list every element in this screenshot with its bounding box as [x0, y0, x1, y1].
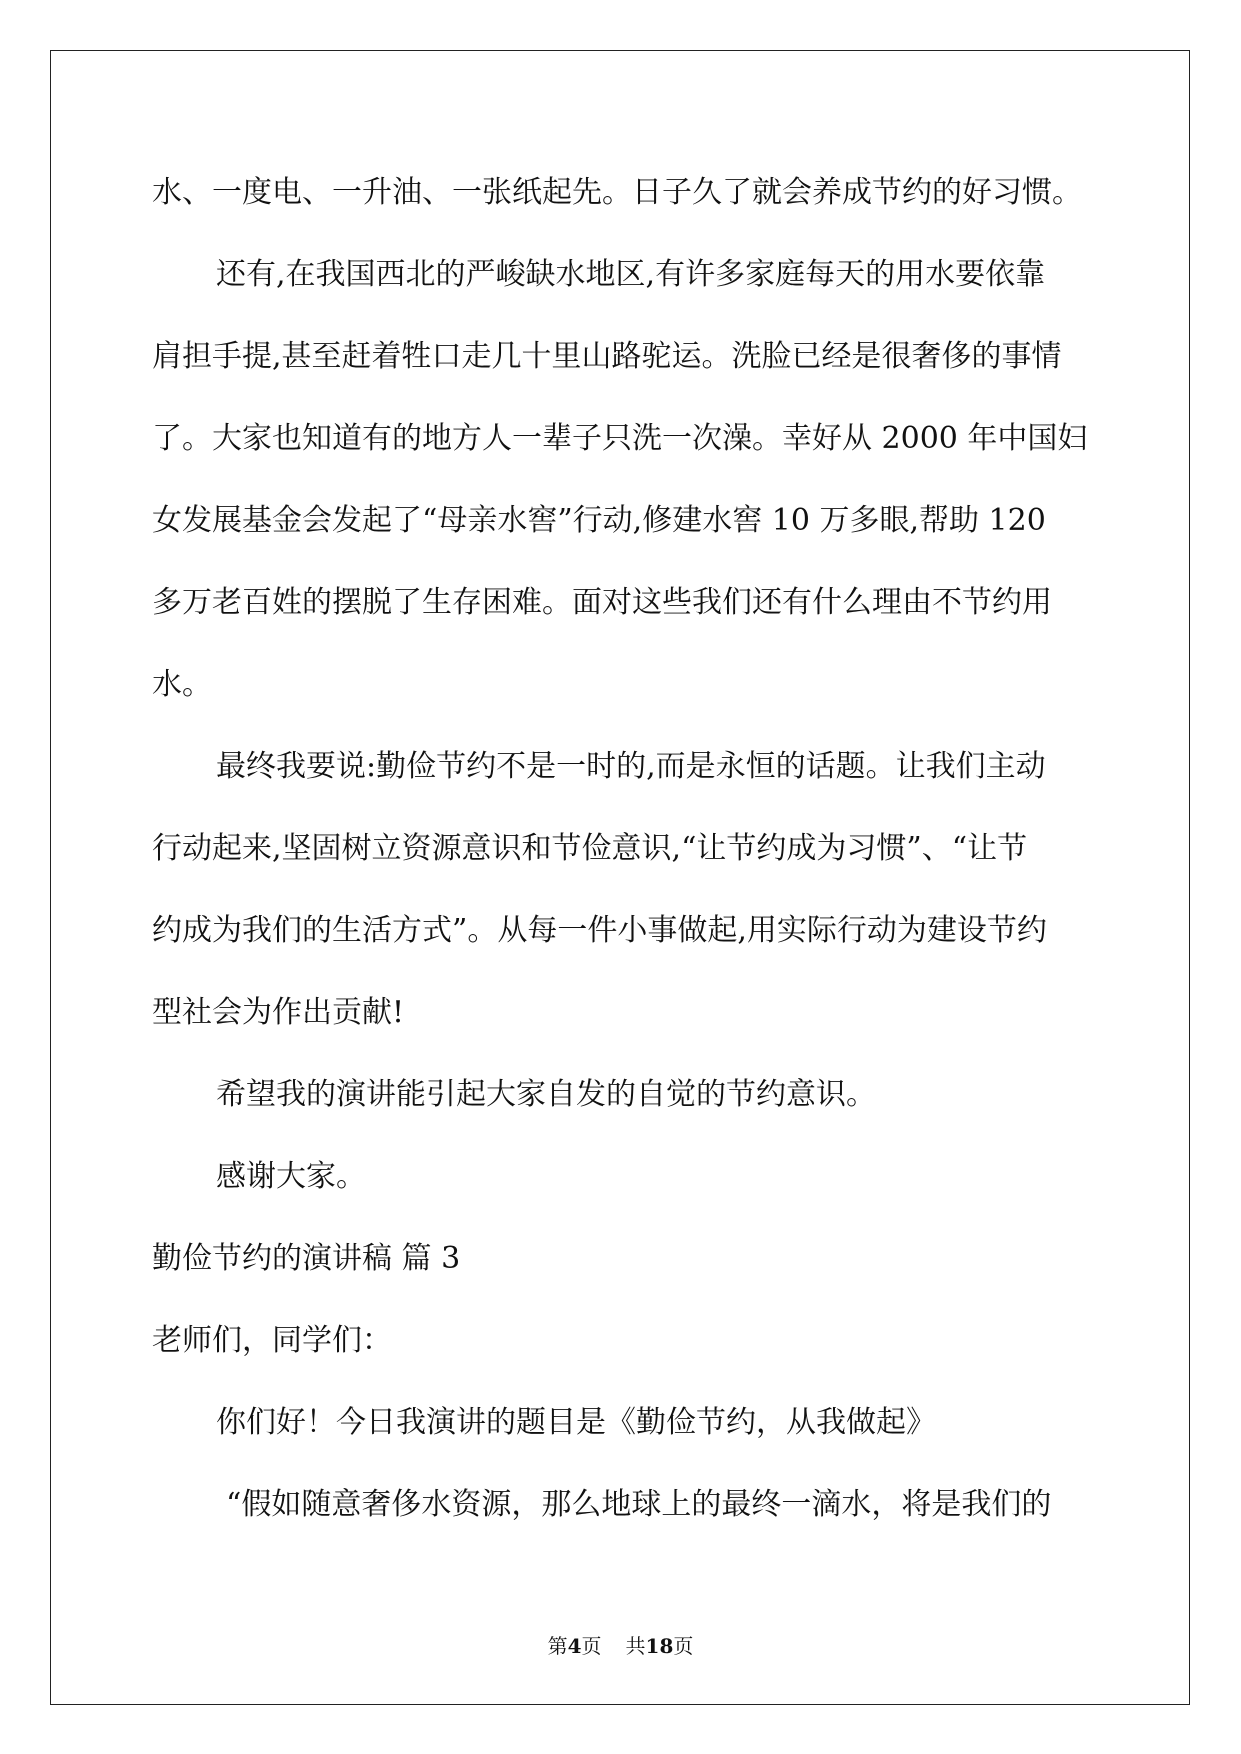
paragraph-start-line: 希望我的演讲能引起大家自发的自觉的节约意识。: [216, 1077, 876, 1112]
text-line: 约成为我们的生活方式”。从每一件小事做起,用实际行动为建设节约: [152, 913, 1047, 948]
text-line: 水、一度电、一升油、一张纸起先。日子久了就会养成节约的好习惯。: [152, 175, 1082, 210]
page-prefix: 第: [547, 1634, 568, 1658]
text-line: 女发展基金会发起了“母亲水窖”行动,修建水窖 10 万多眼,帮助 120: [152, 503, 1046, 538]
total-pages: 18: [645, 1634, 674, 1658]
document-body: [152, 152, 1102, 1546]
text-line: 型社会为作出贡献!: [152, 995, 405, 1030]
salutation: 老师们，同学们：: [152, 1323, 392, 1358]
total-suffix: 页: [673, 1634, 694, 1658]
paragraph-start-line: 你们好！今日我演讲的题目是《勤俭节约，从我做起》: [216, 1405, 936, 1440]
text-line: 了。大家也知道有的地方人一辈子只洗一次澡。幸好从 2000 年中国妇: [152, 421, 1088, 456]
page-number: 4: [567, 1634, 582, 1658]
text-line: 水。: [152, 667, 212, 702]
paragraph-start-line: 最终我要说:勤俭节约不是一时的,而是永恒的话题。让我们主动: [216, 749, 1046, 784]
text-line: 行动起来,坚固树立资源意识和节俭意识,“让节约成为习惯”、“让节: [152, 831, 1028, 866]
paragraph-start-line: 还有,在我国西北的严峻缺水地区,有许多家庭每天的用水要依靠: [216, 257, 1046, 292]
section-heading: 勤俭节约的演讲稿 篇 3: [152, 1241, 461, 1276]
paragraph-start-line: “假如随意奢侈水资源，那么地球上的最终一滴水，将是我们的: [226, 1487, 1052, 1522]
text-line: 肩担手提,甚至赶着牲口走几十里山路驼运。洗脸已经是很奢侈的事情: [152, 339, 1062, 374]
text-line: 多万老百姓的摆脱了生存困难。面对这些我们还有什么理由不节约用: [152, 585, 1052, 620]
page-footer: [0, 1630, 1241, 1659]
paragraph-start-line: 感谢大家。: [216, 1159, 366, 1194]
total-prefix: 共: [625, 1634, 646, 1658]
page-suffix: 页: [581, 1634, 602, 1658]
